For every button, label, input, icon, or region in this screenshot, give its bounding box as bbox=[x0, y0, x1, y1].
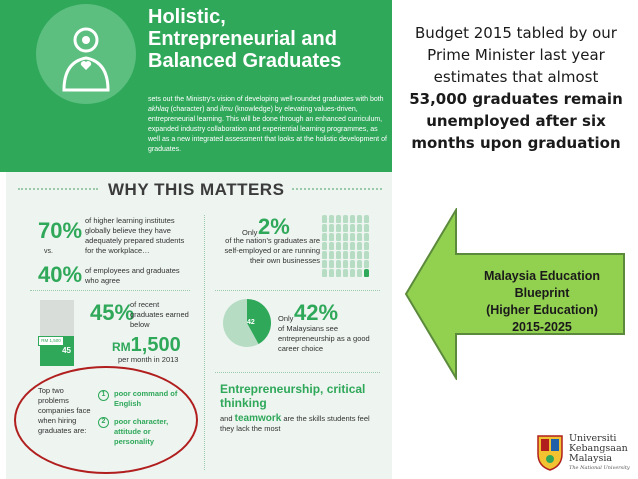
person-icon bbox=[357, 269, 362, 277]
person-icon bbox=[329, 215, 334, 223]
person-icon bbox=[343, 251, 348, 259]
rm-value: 1,500 bbox=[130, 334, 181, 356]
ukm-logo bbox=[535, 432, 635, 476]
row-divider-left bbox=[30, 290, 190, 291]
stat-42-prefix: Only bbox=[278, 314, 294, 323]
person-icon bbox=[357, 260, 362, 268]
person-icon bbox=[350, 233, 355, 241]
person-icon bbox=[343, 269, 348, 277]
person-icon bbox=[336, 242, 341, 250]
person-icon bbox=[350, 242, 355, 250]
blueprint-line-1: Malaysia Education bbox=[483, 269, 600, 283]
stat-2-prefix: Only bbox=[242, 228, 258, 237]
stat-70-text: of higher learning institutes globally believe they have adequately prepared students for the workplace… bbox=[85, 216, 185, 255]
rm-amount bbox=[112, 334, 181, 357]
person-icon bbox=[357, 224, 362, 232]
ukm-crest-icon bbox=[535, 432, 565, 472]
person-icon bbox=[357, 233, 362, 241]
budget-statement bbox=[400, 22, 632, 154]
column-divider bbox=[204, 215, 205, 470]
problem-1-text: poor command of English bbox=[114, 389, 178, 408]
budget-bold-3: months upon graduation bbox=[411, 134, 621, 152]
person-icon bbox=[343, 233, 348, 241]
earnings-bar-tag: RM 1,500 bbox=[38, 336, 64, 346]
highlight-ellipse bbox=[14, 366, 198, 474]
person-icon bbox=[350, 260, 355, 268]
skills-description: are the skills students feel they lack the most bbox=[220, 414, 370, 433]
person-icon bbox=[322, 269, 327, 277]
budget-line-1: Budget 2015 tabled by our bbox=[415, 24, 617, 42]
budget-line-3: estimates that almost bbox=[433, 68, 599, 86]
ukm-tagline: The National University bbox=[569, 465, 630, 471]
blueprint-label bbox=[462, 268, 622, 336]
person-icon bbox=[322, 242, 327, 250]
person-icon bbox=[329, 251, 334, 259]
person-icon bbox=[350, 269, 355, 277]
stat-40-value: 40% bbox=[38, 262, 83, 287]
vs-label: vs. bbox=[44, 248, 53, 255]
person-icon bbox=[322, 260, 327, 268]
person-icon bbox=[357, 251, 362, 259]
stat-42-text: of Malaysians see entrepreneurship as a good career choice bbox=[278, 324, 370, 353]
budget-bold-1: 53,000 graduates remain bbox=[409, 90, 623, 108]
person-icon bbox=[350, 224, 355, 232]
person-icon bbox=[329, 269, 334, 277]
skills-and: and bbox=[220, 414, 233, 423]
row-divider-right-lower bbox=[215, 372, 380, 373]
person-icon bbox=[322, 233, 327, 241]
person-icon bbox=[343, 215, 348, 223]
person-icon bbox=[357, 215, 362, 223]
infographic-title: Holistic, Entrepreneurial and Balanced Graduates bbox=[148, 6, 342, 72]
person-icon bbox=[329, 233, 334, 241]
person-icon bbox=[364, 242, 369, 250]
problem-1-badge: 1 bbox=[98, 390, 109, 401]
person-icon bbox=[322, 224, 327, 232]
pie-label: 42 bbox=[247, 319, 255, 326]
person-icon bbox=[336, 260, 341, 268]
person-icon bbox=[336, 233, 341, 241]
person-icon bbox=[364, 269, 369, 277]
stat-2-text: of the nation's graduates are self-employed or are running their own businesses bbox=[224, 236, 320, 265]
blueprint-line-3: (Higher Education) bbox=[486, 303, 598, 317]
skills-teamwork: teamwork bbox=[234, 413, 282, 424]
graduate-head-icon bbox=[36, 4, 136, 104]
budget-bold-2: unemployed after six bbox=[426, 112, 606, 130]
skills-text bbox=[220, 414, 385, 434]
person-icon bbox=[350, 251, 355, 259]
ukm-name bbox=[569, 434, 628, 464]
person-icon bbox=[357, 242, 362, 250]
stat-2-value: 2% bbox=[258, 214, 290, 239]
infographic-intro: sets out the Ministry's vision of developing well-rounded graduates with both akhlaq (character) and ilmu (knowledge) by elevating values-driven, entrepreneurial learning. This will be done through an enhanced curriculum, expanded industry collaboration and experiential learning programmes, as well as a new integrated assessment that looks at the holistic development of graduates. bbox=[148, 96, 387, 153]
stat-40-text: of employees and graduates who agree bbox=[85, 266, 180, 285]
person-icon bbox=[364, 224, 369, 232]
problems-intro: Top two problems companies face when hiring graduates are: bbox=[38, 386, 91, 435]
why-this-matters-heading: WHY THIS MATTERS bbox=[108, 180, 285, 199]
person-icon bbox=[329, 224, 334, 232]
budget-line-2: Prime Minister last year bbox=[427, 46, 605, 64]
earnings-bar-below: 45 bbox=[40, 336, 74, 366]
stat-42-value: 42% bbox=[294, 300, 339, 325]
row-divider-right bbox=[215, 290, 380, 291]
person-icon bbox=[364, 260, 369, 268]
rm-suffix: per month in 2013 bbox=[118, 355, 179, 364]
person-icon bbox=[364, 251, 369, 259]
person-icon bbox=[322, 215, 327, 223]
person-icon bbox=[336, 215, 341, 223]
problem-2-badge: 2 bbox=[98, 417, 109, 428]
problem-2-text: poor character, attitude or personality bbox=[114, 417, 169, 446]
person-icon bbox=[336, 269, 341, 277]
ukm-name-3: Malaysia bbox=[569, 453, 613, 464]
person-icon bbox=[322, 251, 327, 259]
person-icon bbox=[364, 215, 369, 223]
person-icon bbox=[364, 233, 369, 241]
person-icon bbox=[336, 224, 341, 232]
person-icon bbox=[329, 242, 334, 250]
people-grid bbox=[322, 215, 368, 277]
person-icon bbox=[343, 224, 348, 232]
person-icon bbox=[336, 251, 341, 259]
stat-70-value: 70% bbox=[38, 218, 83, 243]
person-icon bbox=[343, 242, 348, 250]
rm-prefix: RM bbox=[112, 340, 131, 354]
person-icon bbox=[350, 215, 355, 223]
stat-45-value: 45% bbox=[90, 300, 135, 325]
title-divider-right bbox=[292, 188, 382, 190]
ukm-name-2: Kebangsaan bbox=[569, 443, 628, 454]
ukm-name-1: Universiti bbox=[569, 433, 617, 444]
skills-heading: Entrepreneurship, critical thinking bbox=[220, 382, 366, 410]
person-icon bbox=[329, 260, 334, 268]
person-icon bbox=[343, 260, 348, 268]
earnings-bar bbox=[40, 300, 74, 366]
blueprint-line-4: 2015-2025 bbox=[512, 320, 572, 334]
blueprint-line-2: Blueprint bbox=[514, 286, 570, 300]
title-divider-left bbox=[18, 188, 98, 190]
stat-45-text: of recent graduates earned below bbox=[130, 300, 189, 329]
